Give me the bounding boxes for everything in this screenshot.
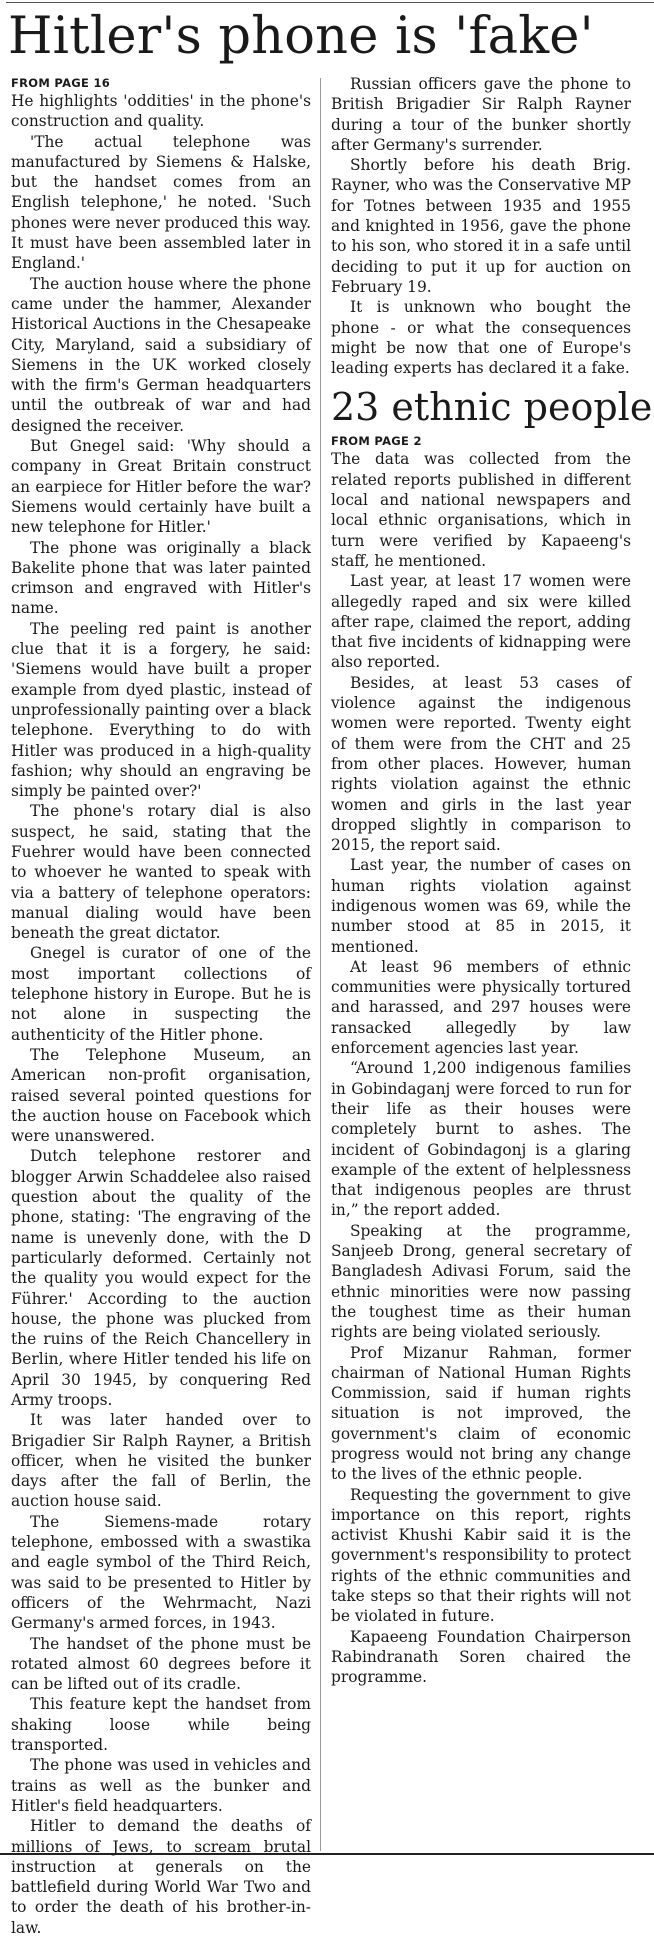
article2-paragraph: Requesting the government to give importance on this report, rights activist Khushi Kabir said it is the government's responsibility to protect rights of the ethnic communities and take steps so that their rights will not be violated in future. — [331, 1485, 631, 1626]
article1-paragraph: The peeling red paint is another clue that it is a forgery, he said: 'Siemens would have built a proper example from dyed plastic, instead of unprofessionally painting over a black telephone. Everything to do with Hitler was produced in a high-quality fashion; why should an engraving be simply be painted over?' — [11, 619, 311, 801]
article2-paragraph: Speaking at the programme, Sanjeeb Drong, general secretary of Bangladesh Adivasi Forum, said the ethnic minorities were now passing the toughest time as their human rights are being violated seriously. — [331, 1221, 631, 1342]
article1-paragraph: But Gnegel said: 'Why should a company in Great Britain construct an earpiece for Hitler before the war? Siemens would certainly have built a new telephone for Hitler.' — [11, 437, 311, 537]
article1-paragraph: Hitler to demand the deaths of millions of Jews, to scream brutal instruction at generals on the battlefield during World War Two and to order the death of his brother-in-law. — [11, 1817, 311, 1937]
article2-from-label: FROM PAGE 2 — [331, 434, 422, 449]
top-rule — [6, 2, 654, 3]
article1-paragraph: Russian officers gave the phone to British Brigadier Sir Ralph Rayner during a tour of the bunker shortly after Germany's surrender. — [331, 75, 631, 154]
article1-paragraph: He highlights 'oddities' in the phone's construction and quality. — [11, 92, 311, 131]
article2-paragraph: Prof Mizanur Rahman, former chairman of National Human Rights Commission, said if human rights situation is not improved, the government's claim of economic progress would not bring any change to the lives of the ethnic people. — [331, 1343, 631, 1484]
article1-paragraph: Gnegel is curator of one of the most important collections of telephone history in Europe. But he is not alone in suspecting the authenticity of the Hitler phone. — [11, 944, 311, 1044]
article1-from-label: FROM PAGE 16 — [11, 76, 111, 90]
article1-paragraph: The phone's rotary dial is also suspect, he said, stating that the Fuehrer would have been connected to whoever he wanted to speak with via a battery of telephone operators: manual dialing would have been beneath the great dictator. — [11, 802, 311, 943]
article1-column-left — [11, 76, 311, 1937]
article2-paragraph: Last year, the number of cases on human rights violation against indigenous women was 69, while the number stood at 85 in 2015, it mentioned. — [331, 856, 631, 956]
article2-paragraph: Besides, at least 53 cases of violence against the indigenous women were reported. Twenty eight of them were from the CHT and 25 from other places. However, human rights violation against the ethnic women and girls in the last year dropped slightly in comparison to 2015, the report said. — [331, 673, 631, 855]
article1-paragraph: Shortly before his death Brig. Rayner, who was the Conservative MP for Totnes between 1935 and 1955 and knighted in 1956, gave the phone to his son, who stored it in a safe until deciding to put it up for auction on February 19. — [331, 156, 631, 296]
article1-paragraph: This feature kept the handset from shaking loose while being transported. — [11, 1695, 311, 1755]
article1-paragraph: 'The actual telephone was manufactured by Siemens & Halske, but the handset comes from an English telephone,' he noted. 'Such phones were never produced this way. It must have been assembled later in England.' — [11, 132, 311, 273]
article1-paragraph: The phone was used in vehicles and trains as well as the bunker and Hitler's field headquarters. — [11, 1756, 311, 1815]
article1-paragraph: The Telephone Museum, an American non-profit organisation, raised several pointed questions for the auction house on Facebook which were unanswered. — [11, 1045, 311, 1146]
article1-paragraph: Dutch telephone restorer and blogger Arwin Schaddelee also raised question about the quality of the phone, stating: 'The engraving of the name is unevenly done, with the D particularly deformed. Certainly not the quality you would expect for the Führer.' According to the auction house, the phone was plucked from the ruins of the Reich Chancellery in Berlin, where Hitler tended his life on April 30 1945, by conquering Red Army troops. — [11, 1147, 311, 1409]
article1-paragraph: The auction house where the phone came under the hammer, Alexander Historical Auctions in the Chesapeake City, Maryland, said a subsidiary of Siemens in the UK worked closely with the firm's German headquarters until the outbreak of war and had designed the receiver. — [11, 274, 311, 435]
article2-paragraph: Kapaeeng Foundation Chairperson Rabindranath Soren chaired the programme. — [331, 1627, 631, 1687]
article1-paragraph: It is unknown who bought the phone - or what the consequences might be now that one of Europe's leading experts has declared it a fake. — [331, 298, 631, 378]
column-right — [331, 74, 653, 1853]
article1-paragraph: The phone was originally a black Bakelite phone that was later painted crimson and engraved with Hitler's name. — [11, 538, 311, 618]
article2-paragraph: At least 96 members of ethnic communities were physically tortured and harassed, and 297 houses were ransacked allegedly by law enforcement agencies last year. — [331, 957, 631, 1058]
article1-paragraph: The handset of the phone must be rotated almost 60 degrees before it can be lifted out of its cradle. — [11, 1634, 311, 1694]
article2-paragraph: The data was collected from the related reports published in different local and national newspapers and local ethnic organisations, which in turn were verified by Kapaeeng's staff, he mentioned. — [331, 450, 631, 570]
column-divider — [320, 78, 321, 1851]
article1-paragraph: It was later handed over to Brigadier Sir Ralph Rayner, a British officer, when he visited the bunker days after the fall of Berlin, the auction house said. — [11, 1411, 311, 1511]
article1-paragraph: The Siemens-made rotary telephone, embossed with a swastika and eagle symbol of the Third Reich, was said to be presented to Hitler by officers of the Wehrmacht, Nazi Germany's armed forces, in 1943. — [11, 1512, 311, 1633]
article2-paragraph: “Around 1,200 indigenous families in Gobindaganj were forced to run for their life as their houses were completely burnt to ashes. The incident of Gobindagonj is a glaring example of the extent of helplessness that indigenous peoples are thrust in,” the report added. — [331, 1059, 631, 1220]
article1-headline: Hitler's phone is 'fake' — [8, 7, 594, 66]
article2-paragraph: Last year, at least 17 women were allegedly raped and six were killed after rape, claimed the report, adding that five incidents of kidnapping were also reported. — [331, 572, 631, 672]
article2-headline: 23 ethnic people — [331, 385, 653, 430]
